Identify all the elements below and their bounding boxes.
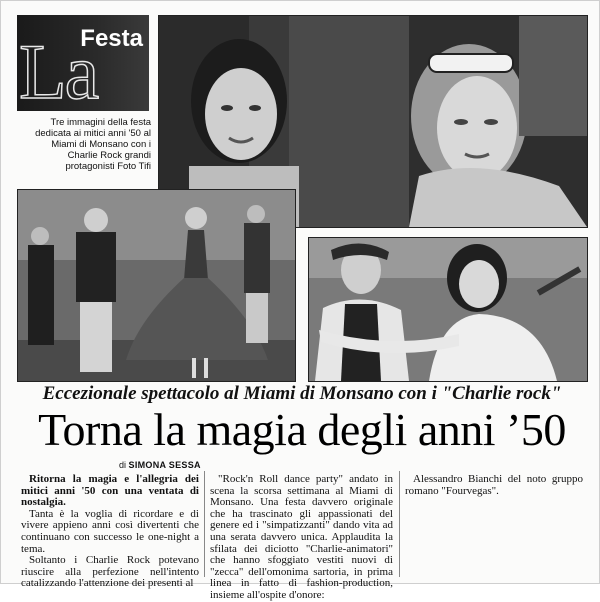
section-header: [17, 15, 149, 115]
paragraph: Alessandro Bianchi del noto gruppo romano "Fourvegas".: [405, 473, 583, 497]
paragraph: "Rock'n Roll dance party" andato in scena la scorsa settimana al Miami di Monsano. Una festa davvero originale che ha trascinato gli appassionati del genere ed i "simpatizzanti" dando vita ad una serata davvero unica. Applaudita la sfilata dei diciotto "Charlie-animatori" che hanno sfoggiato vestiti nuovi di "zecca" dell'omonima sartoria, in prima linea in fatto di fashion-production, insieme all'ospite d'onore:: [210, 473, 393, 601]
byline: [119, 460, 201, 470]
section-title: Festa: [80, 25, 143, 52]
photo-singers: [308, 237, 588, 382]
section-letters: La: [19, 28, 98, 115]
byline-prefix: di: [119, 460, 127, 470]
article-column-1: [21, 474, 199, 590]
paragraph: Tanta è la voglia di ricordare e di vivere appieno anni così divertenti che continuano con successo le one-night a tema.: [21, 507, 199, 555]
column-divider: [204, 471, 205, 577]
photo-caption: Tre immagini della festa dedicata ai mitici anni '50 al Miami di Monsano con i Charlie Rock grandi protagonisti Foto Tifi: [35, 117, 151, 172]
article-column-2: [210, 474, 393, 602]
subheadline: Eccezionale spettacolo al Miami di Monsano con i "Charlie rock": [42, 383, 562, 404]
photo-dancers-image: [18, 190, 295, 381]
photo-dancers: [17, 189, 296, 382]
photo-singers-image: [309, 238, 587, 381]
article-column-3: [405, 474, 583, 497]
headline: Torna la magia degli anni ’50: [38, 404, 566, 455]
paragraph: Ritorna la magia e l'allegria dei mitici anni '50 con una ventata di nostalgia.: [21, 473, 199, 509]
column-divider: [399, 471, 400, 577]
byline-author: SIMONA SESSA: [128, 460, 201, 470]
paragraph: Soltanto i Charlie Rock potevano riuscire alla perfezione nell'intento catalizzando l'attenzione dei presenti al: [21, 554, 199, 590]
